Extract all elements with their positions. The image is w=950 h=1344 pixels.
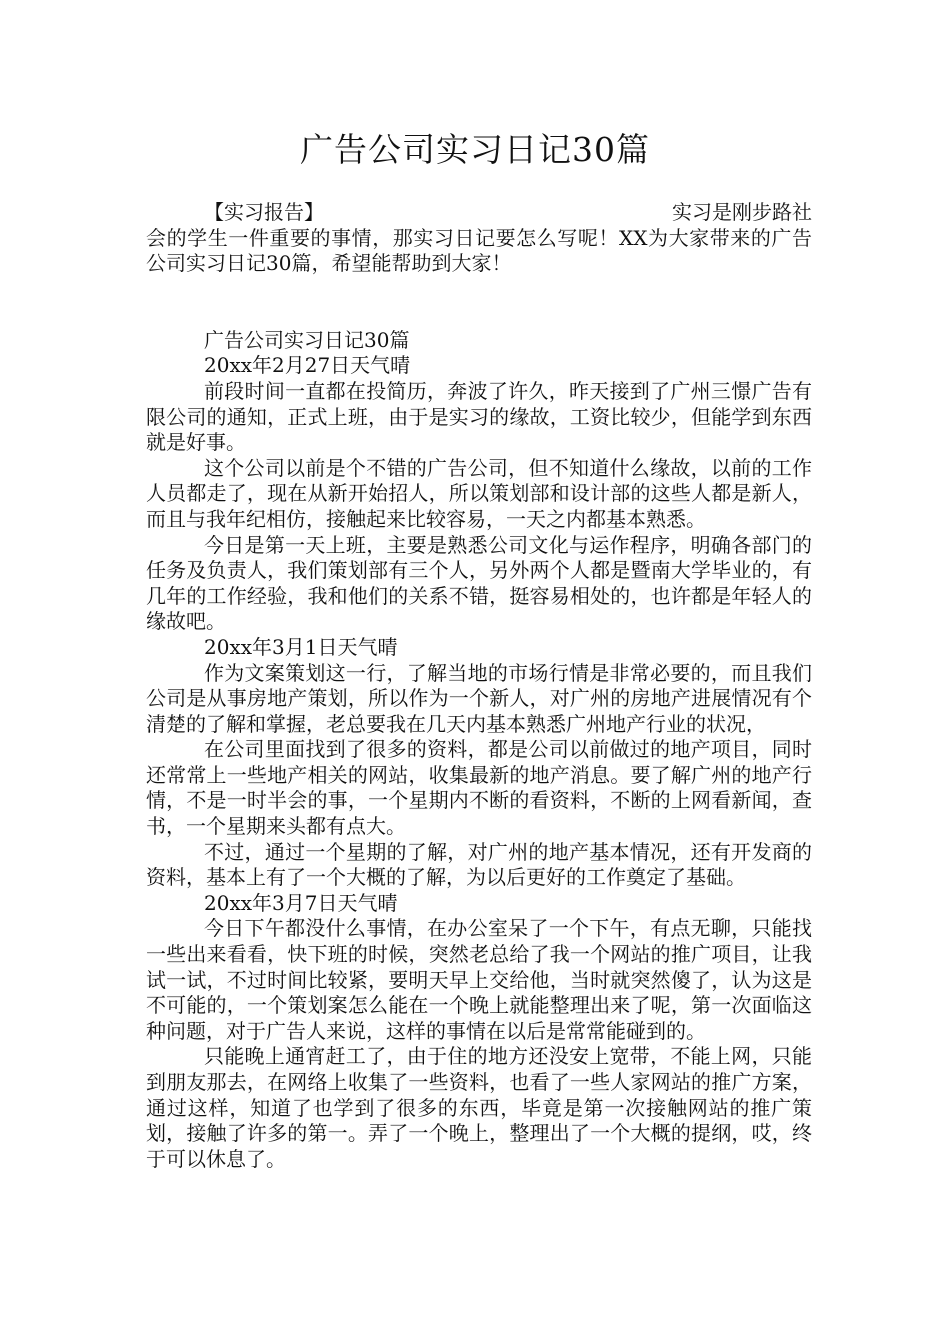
intro-tag: 【实习报告】: [204, 200, 324, 224]
entry-date: 20xx年2月27日天气晴: [204, 353, 411, 378]
intro-line: [146, 200, 812, 226]
intro-lead: 实习是刚步路社: [672, 200, 812, 224]
section-heading: 广告公司实习日记30篇: [204, 327, 410, 352]
entry-paragraph: 今日是第一天上班，主要是熟悉公司文化与运作程序，明确各部门的任务及负责人，我们策划部有三个人，另外两个人都是暨南大学毕业的，有几年的工作经验，我和他们的关系不错，挺容易相处的，也许都是年轻人的缘故吧。: [146, 532, 812, 634]
entry-date: 20xx年3月7日天气晴: [204, 890, 398, 915]
entry-paragraph: 作为文案策划这一行，了解当地的市场行情是非常必要的，而且我们公司是从事房地产策划，所以作为一个新人，对广州的房地产进展情况有个清楚的了解和掌握，老总要我在几天内基本熟悉广州地产行业的状况，: [146, 660, 812, 736]
document-body: [146, 200, 812, 1172]
entry-date: 20xx年3月1日天气晴: [204, 634, 398, 659]
entry-paragraph: 这个公司以前是个不错的广告公司，但不知道什么缘故，以前的工作人员都走了，现在从新开始招人，所以策划部和设计部的这些人都是新人，而且与我年纪相仿，接触起来比较容易，一天之内都基本熟悉。: [146, 455, 812, 531]
document-title: 广告公司实习日记30篇: [300, 130, 650, 169]
blank-spacer: [146, 277, 812, 328]
entry-paragraph: 只能晚上通宵赶工了，由于住的地方还没安上宽带，不能上网，只能到朋友那去，在网络上收集了一些资料，也看了一些人家网站的推广方案，通过这样，知道了也学到了很多的东西，毕竟是第一次接触网站的推广策划，接触了许多的第一。弄了一个晚上，整理出了一个大概的提纲，哎，终于可以休息了。: [146, 1044, 812, 1171]
entry-paragraph: 今日下午都没什么事情，在办公室呆了一个下午，有点无聊，只能找一些出来看看，快下班的时候，突然老总给了我一个网站的推广项目，让我试一试，不过时间比较紧，要明天早上交给他，当时就突然傻了，认为这是不可能的，一个策划案怎么能在一个晚上就能整理出来了呢，第一次面临这种问题，对于广告人来说，这样的事情在以后是常常能碰到的。: [146, 916, 812, 1043]
entry-paragraph: 前段时间一直都在投简历，奔波了许久，昨天接到了广州三憬广告有限公司的通知，正式上班，由于是实习的缘故，工资比较少，但能学到东西就是好事。: [146, 378, 812, 455]
intro-text: 会的学生一件重要的事情，那实习日记要怎么写呢！XX为大家带来的广告公司实习日记30篇，希望能帮助到大家！: [146, 225, 812, 276]
entry-paragraph: 不过，通过一个星期的了解，对广州的地产基本情况，还有开发商的资料，基本上有了一个大概的了解，为以后更好的工作奠定了基础。: [146, 839, 812, 890]
entry-paragraph: 在公司里面找到了很多的资料，都是公司以前做过的地产项目，同时还常常上一些地产相关的网站，收集最新的地产消息。要了解广州的地产行情，不是一时半会的事，一个星期内不断的看资料，不断的上网看新闻，查书，一个星期来头都有点大。: [146, 737, 812, 839]
